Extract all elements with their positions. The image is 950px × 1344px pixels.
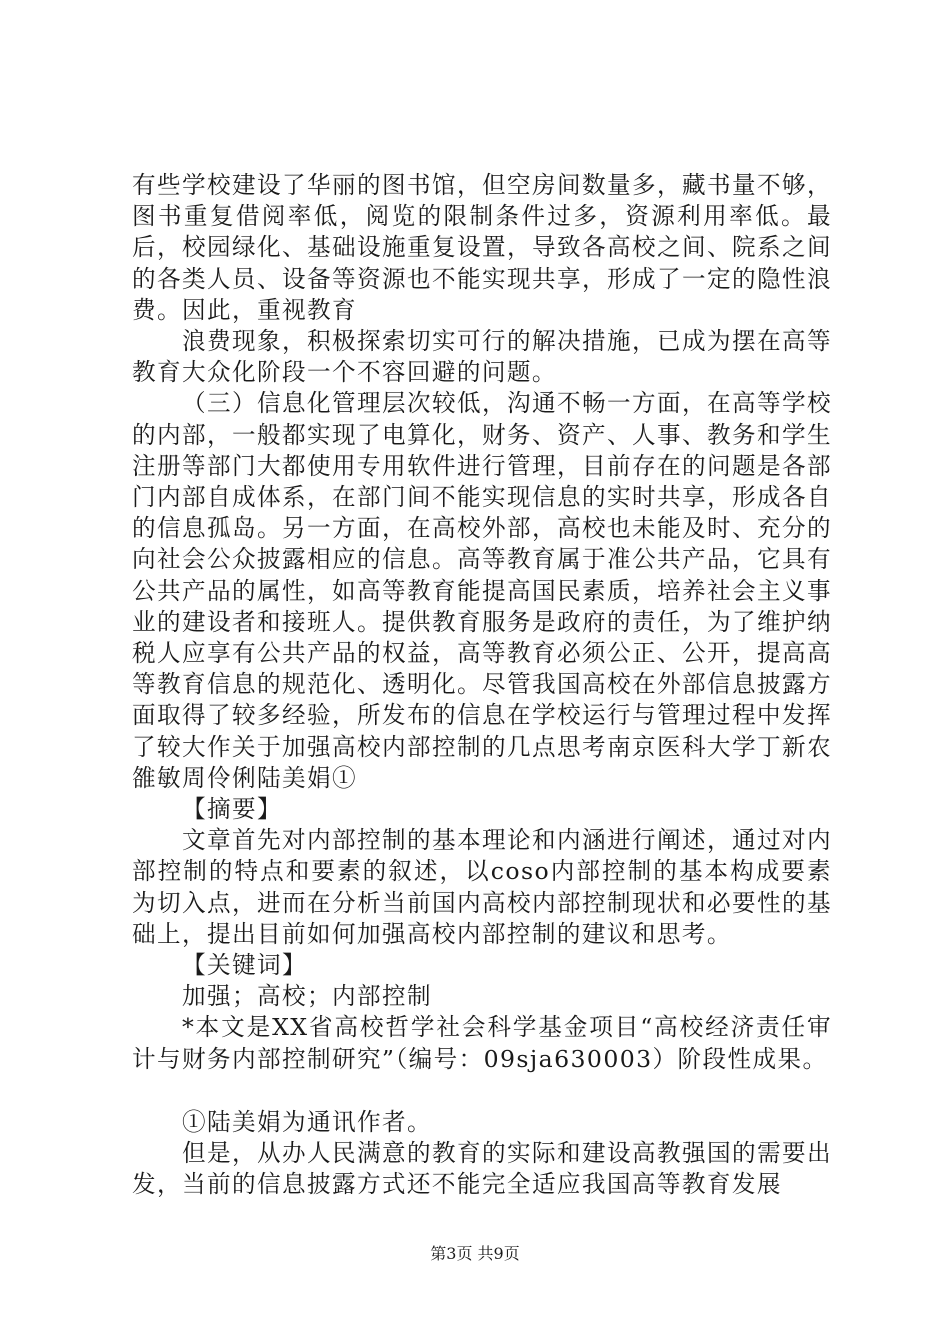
paragraph-information-management: （三）信息化管理层次较低，沟通不畅一方面，在高等学校的内部，一般都实现了电算化，财务、资产、人事、教务和学生注册等部门大都使用专用软件进行管理，目前存在的问题是各部门内部自成体系，在部门间不能实现信息的实时共享，形成各自的信息孤岛。另一方面，在高校外部，高校也未能及时、充分的向社会公众披露相应的信息。高等教育属于准公共产品，它具有公共产品的属性，如高等教育能提高国民素质，培养社会主义事业的建设者和接班人。提供教育服务是政府的责任，为了维护纳税人应享有公共产品的权益，高等教育必须公正、公开，提高高等教育信息的规范化、透明化。尽管我国高校在外部信息披露方面取得了较多经验，所发布的信息在学校运行与管理过程中发挥了较大作关于加强高校内部控制的几点思考南京医科大学丁新农雒敏周伶俐陆美娟① — [132, 389, 832, 792]
paragraph-information-disclosure: 但是，从办人民满意的教育的实际和建设高教强国的需要出发，当前的信息披露方式还不能完全适应我国高等教育发展 — [132, 1139, 832, 1199]
abstract-text: 文章首先对内部控制的基本理论和内涵进行阐述，通过对内部控制的特点和要素的叙述，以coso内部控制的基本构成要素为切入点，进而在分析当前国内高校内部控制现状和必要性的基础上，提出目前如何加强高校内部控制的建议和思考。 — [132, 826, 832, 948]
keywords-text: 加强；高校；内部控制 — [182, 982, 432, 1011]
document-body — [132, 170, 832, 1201]
abstract-heading: 【摘要】 — [182, 795, 282, 824]
page-number-footer: 第3页 共9页 — [430, 1244, 520, 1263]
funding-note: *本文是XX省高校哲学社会科学基金项目“高校经济责任审计与财务内部控制研究”（编号：09sja630003）阶段性成果。 — [132, 1013, 832, 1073]
paragraph-library-waste: 有些学校建设了华丽的图书馆，但空房间数量多，藏书量不够，图书重复借阅率低，阅览的限制条件过多，资源利用率低。最后，校园绿化、基础设施重复设置，导致各高校之间、院系之间的各类人员、设备等资源也不能实现共享，形成了一定的隐性浪费。因此，重视教育 — [132, 171, 832, 324]
paragraph-waste-phenomenon: 浪费现象，积极探索切实可行的解决措施，已成为摆在高等教育大众化阶段一个不容回避的问题。 — [132, 327, 832, 387]
keywords-heading: 【关键词】 — [182, 951, 307, 980]
corresponding-author-note: ①陆美娟为通讯作者。 — [182, 1107, 432, 1136]
